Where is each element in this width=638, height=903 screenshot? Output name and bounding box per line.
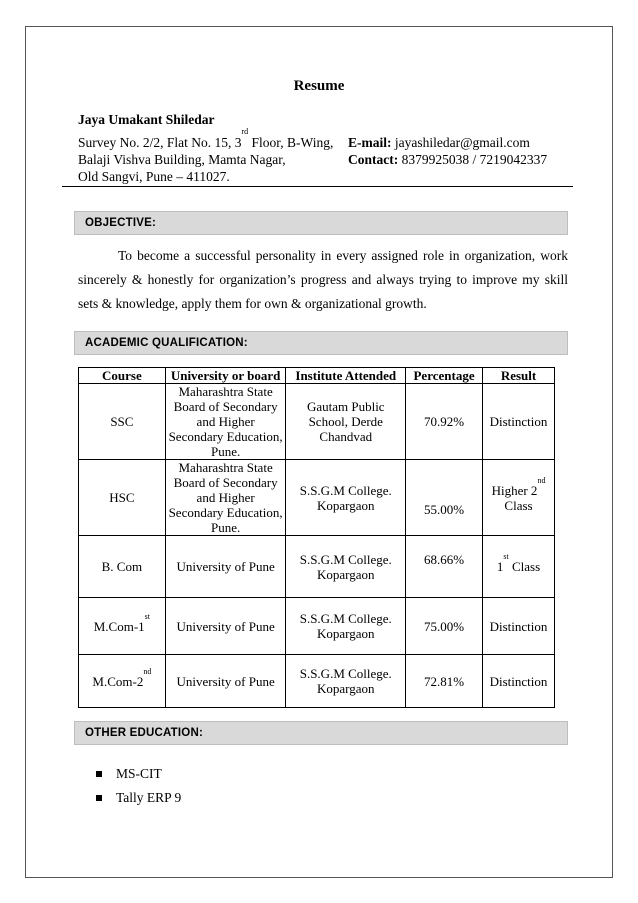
result-cell: Distinction <box>483 655 555 708</box>
phone-label: Contact: <box>348 152 399 167</box>
institute-cell: S.S.G.M College. Kopargaon <box>286 655 406 708</box>
column-header: University or board <box>165 368 286 384</box>
address-line-2: Balaji Vishva Building, Mamta Nagar, <box>78 152 286 167</box>
objective-heading: OBJECTIVE: <box>74 211 568 235</box>
table-row <box>79 460 555 536</box>
email-line <box>348 134 547 151</box>
result-cell: Distinction <box>483 384 555 460</box>
email-value: jayashiledar@gmail.com <box>394 135 530 150</box>
institute-cell: Gautam Public School, Derde Chandvad <box>286 384 406 460</box>
result-cell: 1st Class <box>483 536 555 598</box>
address-line-3: Old Sangvi, Pune – 411027. <box>78 169 230 184</box>
table-header-row <box>79 368 555 384</box>
course-cell: SSC <box>79 384 166 460</box>
phone-line <box>348 151 547 168</box>
board-cell: University of Pune <box>165 536 286 598</box>
column-header: Course <box>79 368 166 384</box>
course-cell: M.Com-1st <box>79 598 166 655</box>
board-cell: University of Pune <box>165 655 286 708</box>
other-education-list <box>96 762 181 810</box>
header-divider <box>62 186 573 187</box>
square-bullet-icon <box>96 795 102 801</box>
list-item: MS-CIT <box>96 762 181 786</box>
table-row <box>79 598 555 655</box>
course-cell: HSC <box>79 460 166 536</box>
table-row <box>79 536 555 598</box>
course-cell: M.Com-2nd <box>79 655 166 708</box>
phone-value: 8379925038 / 7219042337 <box>401 152 548 167</box>
result-cell: Distinction <box>483 598 555 655</box>
percentage-cell: 70.92% <box>406 384 483 460</box>
course-cell: B. Com <box>79 536 166 598</box>
column-header: Result <box>483 368 555 384</box>
result-cell: Higher 2nd Class <box>483 460 555 536</box>
column-header: Institute Attended <box>286 368 406 384</box>
address-line-1: Survey No. 2/2, Flat No. 15, 3rd Floor, B-Wing, <box>78 127 334 150</box>
list-item: Tally ERP 9 <box>96 786 181 810</box>
table-row <box>79 384 555 460</box>
objective-text: To become a successful personality in every assigned role in organization, work sincerely & honestly for organization’s progress and always trying to improve my skill sets & knowledge, apply them for own & organizational growth. <box>78 248 568 311</box>
academic-table <box>78 367 555 708</box>
board-cell: Maharashtra State Board of Secondary and Higher Secondary Education, Pune. <box>165 384 286 460</box>
institute-cell: S.S.G.M College. Kopargaon <box>286 598 406 655</box>
percentage-cell: 55.00% <box>406 460 483 536</box>
email-label: E-mail: <box>348 135 392 150</box>
academic-heading: ACADEMIC QUALIFICATION: <box>74 331 568 355</box>
other-education-heading: OTHER EDUCATION: <box>74 721 568 745</box>
institute-cell: S.S.G.M College. Kopargaon <box>286 460 406 536</box>
candidate-name: Jaya Umakant Shiledar <box>78 112 215 127</box>
percentage-cell: 72.81% <box>406 655 483 708</box>
column-header: Percentage <box>406 368 483 384</box>
board-cell: University of Pune <box>165 598 286 655</box>
table-row <box>79 655 555 708</box>
percentage-cell: 68.66% <box>406 536 483 598</box>
document-title: Resume <box>293 78 345 94</box>
square-bullet-icon <box>96 771 102 777</box>
institute-cell: S.S.G.M College. Kopargaon <box>286 536 406 598</box>
contact-block <box>348 134 547 168</box>
board-cell: Maharashtra State Board of Secondary and Higher Secondary Education, Pune. <box>165 460 286 536</box>
address-block <box>78 127 334 185</box>
percentage-cell: 75.00% <box>406 598 483 655</box>
